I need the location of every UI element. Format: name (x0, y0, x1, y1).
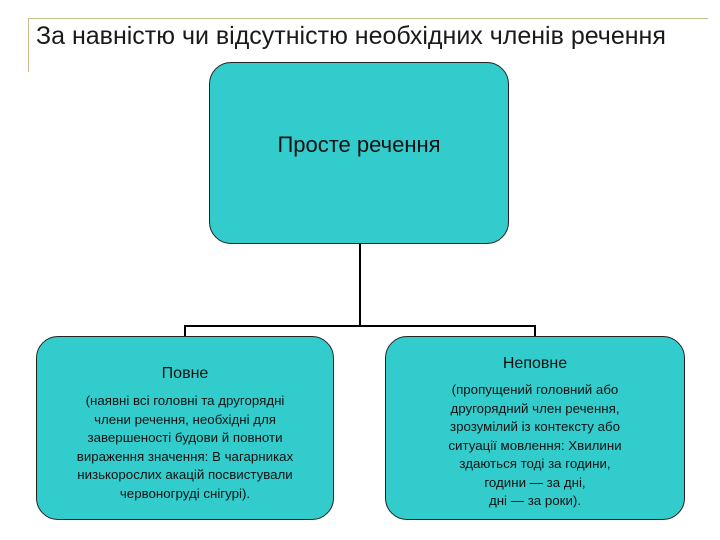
child-node-complete (36, 336, 334, 520)
child-node-incomplete-title: Неповне (502, 355, 568, 372)
child-node-incomplete-description: (пропущений головний або другорядний член речення, зрозумілий із контексту або ситуації мовлення: Хвилини здаються тоді за години, години — за дні, дні — за роки). (448, 382, 622, 508)
connector-root-stem (359, 244, 361, 326)
title-frame-top-line (28, 18, 708, 19)
connector-drop-left (184, 325, 186, 336)
root-node-simple-sentence (209, 62, 509, 244)
root-node-label: Просте речення (277, 132, 441, 157)
child-node-complete-title: Повне (161, 365, 209, 382)
connector-horizontal-bar (184, 325, 536, 327)
child-node-complete-description: (наявні всі головні та другорядні члени речення, необхідні для завершеності будови й повноти вираження значення: В чагарниках низькорослих акацій посвистували червоногруді снігурі). (76, 393, 294, 501)
title-frame-left-line (28, 18, 29, 72)
connector-drop-right (534, 325, 536, 336)
slide-title: За навністю чи відсутністю необхідних членів речення (36, 22, 666, 50)
child-node-incomplete (385, 336, 685, 520)
